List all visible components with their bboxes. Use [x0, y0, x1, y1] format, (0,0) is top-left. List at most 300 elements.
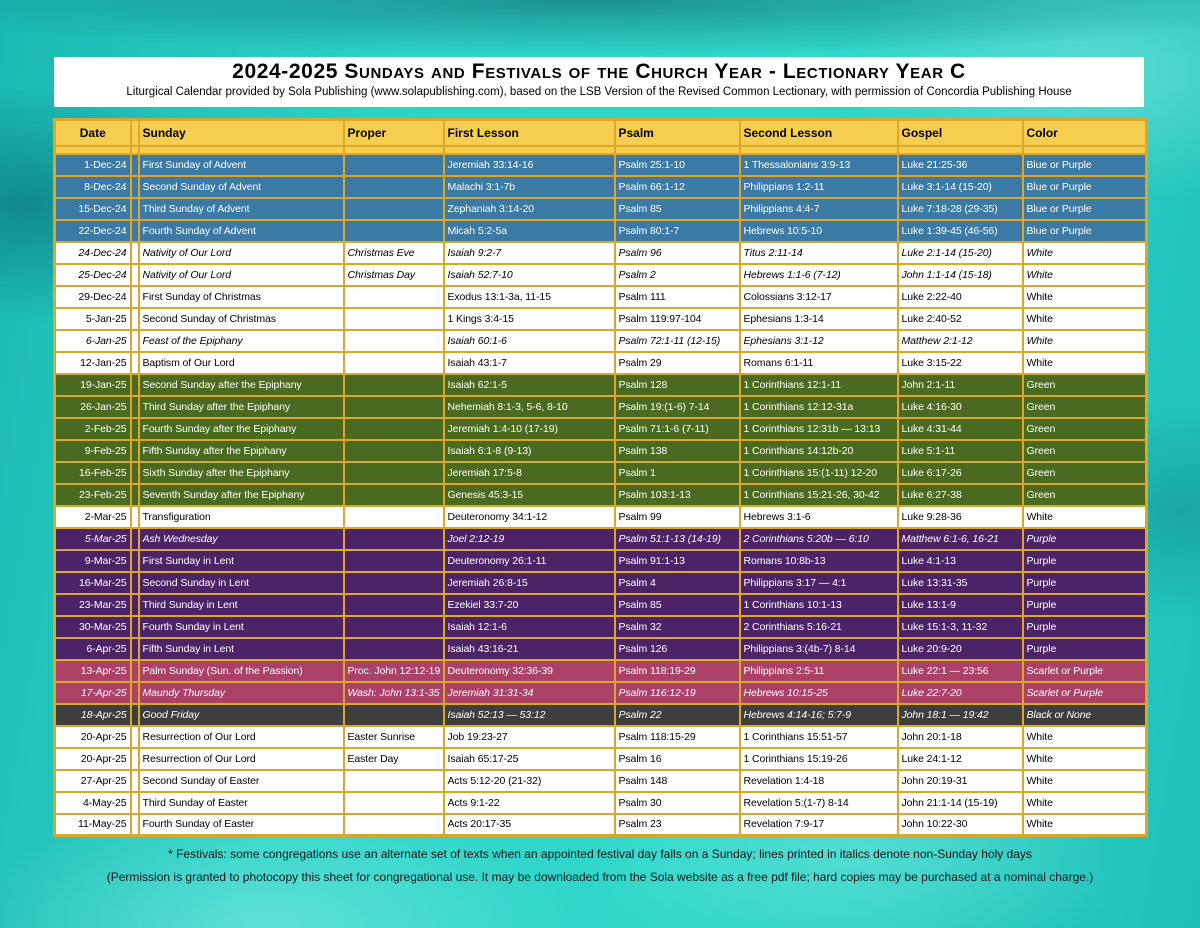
spacer-cell — [740, 146, 898, 154]
cell-sunday: Palm Sunday (Sun. of the Passion) — [139, 660, 344, 682]
spacer-cell — [444, 146, 615, 154]
cell-color: Black or None — [1023, 704, 1147, 726]
cell-color: White — [1023, 308, 1147, 330]
cell-spacer — [131, 352, 139, 374]
cell-first-lesson: Isaiah 43:16-21 — [444, 638, 615, 660]
cell-gospel: Luke 1:39-45 (46-56) — [898, 220, 1023, 242]
cell-spacer — [131, 462, 139, 484]
cell-sunday: Second Sunday after the Epiphany — [139, 374, 344, 396]
cell-proper: Proc. John 12:12-19 — [344, 660, 444, 682]
cell-second-lesson: Revelation 7:9-17 — [740, 814, 898, 836]
cell-sunday: Third Sunday in Lent — [139, 594, 344, 616]
cell-date: 12-Jan-25 — [55, 352, 131, 374]
cell-color: White — [1023, 506, 1147, 528]
cell-date: 16-Mar-25 — [55, 572, 131, 594]
table-row — [55, 814, 1147, 836]
cell-first-lesson: Nehemiah 8:1-3, 5-6, 8-10 — [444, 396, 615, 418]
cell-first-lesson: Deuteronomy 26:1-11 — [444, 550, 615, 572]
cell-date: 6-Apr-25 — [55, 638, 131, 660]
cell-sunday: Seventh Sunday after the Epiphany — [139, 484, 344, 506]
cell-spacer — [131, 330, 139, 352]
cell-gospel: John 20:1-18 — [898, 726, 1023, 748]
cell-first-lesson: Isaiah 9:2-7 — [444, 242, 615, 264]
cell-spacer — [131, 770, 139, 792]
cell-spacer — [131, 748, 139, 770]
table-row — [55, 616, 1147, 638]
cell-psalm: Psalm 32 — [615, 616, 740, 638]
cell-psalm: Psalm 148 — [615, 770, 740, 792]
cell-color: Green — [1023, 418, 1147, 440]
cell-first-lesson: Isaiah 62:1-5 — [444, 374, 615, 396]
cell-spacer — [131, 792, 139, 814]
cell-color: White — [1023, 330, 1147, 352]
table-row — [55, 308, 1147, 330]
cell-second-lesson: 1 Corinthians 14:12b-20 — [740, 440, 898, 462]
cell-date: 29-Dec-24 — [55, 286, 131, 308]
cell-spacer — [131, 264, 139, 286]
cell-proper — [344, 176, 444, 198]
table-row — [55, 462, 1147, 484]
cell-gospel: John 20:19-31 — [898, 770, 1023, 792]
column-header-date: Date — [55, 120, 131, 146]
cell-sunday: Second Sunday of Advent — [139, 176, 344, 198]
cell-second-lesson: Philippians 4:4-7 — [740, 198, 898, 220]
cell-proper — [344, 220, 444, 242]
cell-first-lesson: 1 Kings 3:4-15 — [444, 308, 615, 330]
cell-spacer — [131, 726, 139, 748]
cell-first-lesson: Jeremiah 26:8-15 — [444, 572, 615, 594]
cell-gospel: Luke 2:1-14 (15-20) — [898, 242, 1023, 264]
cell-psalm: Psalm 66:1-12 — [615, 176, 740, 198]
cell-first-lesson: Jeremiah 17:5-8 — [444, 462, 615, 484]
cell-psalm: Psalm 128 — [615, 374, 740, 396]
cell-spacer — [131, 528, 139, 550]
cell-first-lesson: Ezekiel 33:7-20 — [444, 594, 615, 616]
cell-psalm: Psalm 80:1-7 — [615, 220, 740, 242]
cell-gospel: Luke 13:1-9 — [898, 594, 1023, 616]
cell-color: Purple — [1023, 572, 1147, 594]
cell-color: Purple — [1023, 550, 1147, 572]
table-row — [55, 704, 1147, 726]
cell-first-lesson: Joel 2:12-19 — [444, 528, 615, 550]
header-row — [55, 120, 1147, 146]
cell-sunday: Fourth Sunday of Advent — [139, 220, 344, 242]
cell-psalm: Psalm 118:15-29 — [615, 726, 740, 748]
table-header-row — [55, 120, 1147, 154]
page-title: 2024-2025 Sundays and Festivals of the Church Year - Lectionary Year C — [232, 60, 966, 83]
cell-second-lesson: Romans 10:8b-13 — [740, 550, 898, 572]
cell-date: 27-Apr-25 — [55, 770, 131, 792]
column-header-color: Color — [1023, 120, 1147, 146]
cell-gospel: John 1:1-14 (15-18) — [898, 264, 1023, 286]
table-row — [55, 682, 1147, 704]
cell-proper — [344, 286, 444, 308]
cell-psalm: Psalm 116:12-19 — [615, 682, 740, 704]
cell-second-lesson: Philippians 3:(4b-7) 8-14 — [740, 638, 898, 660]
cell-gospel: Luke 4:16-30 — [898, 396, 1023, 418]
cell-proper — [344, 616, 444, 638]
cell-date: 1-Dec-24 — [55, 154, 131, 176]
cell-spacer — [131, 308, 139, 330]
cell-psalm: Psalm 138 — [615, 440, 740, 462]
cell-color: Blue or Purple — [1023, 176, 1147, 198]
cell-gospel: Luke 7:18-28 (29-35) — [898, 198, 1023, 220]
cell-gospel: Luke 15:1-3, 11-32 — [898, 616, 1023, 638]
cell-proper — [344, 770, 444, 792]
cell-color: White — [1023, 814, 1147, 836]
cell-proper: Wash: John 13:1-35 — [344, 682, 444, 704]
table-row — [55, 198, 1147, 220]
cell-first-lesson: Isaiah 12:1-6 — [444, 616, 615, 638]
cell-sunday: Good Friday — [139, 704, 344, 726]
cell-second-lesson: Hebrews 10:15-25 — [740, 682, 898, 704]
cell-spacer — [131, 242, 139, 264]
table-row — [55, 638, 1147, 660]
cell-sunday: Second Sunday in Lent — [139, 572, 344, 594]
cell-proper — [344, 792, 444, 814]
cell-second-lesson: 1 Thessalonians 3:9-13 — [740, 154, 898, 176]
spacer-cell — [139, 146, 344, 154]
cell-proper — [344, 704, 444, 726]
cell-psalm: Psalm 71:1-6 (7-11) — [615, 418, 740, 440]
table-row — [55, 484, 1147, 506]
cell-date: 26-Jan-25 — [55, 396, 131, 418]
cell-date: 23-Feb-25 — [55, 484, 131, 506]
title-box — [54, 57, 1144, 107]
cell-color: White — [1023, 352, 1147, 374]
cell-psalm: Psalm 25:1-10 — [615, 154, 740, 176]
cell-psalm: Psalm 99 — [615, 506, 740, 528]
cell-proper — [344, 198, 444, 220]
cell-spacer — [131, 704, 139, 726]
cell-second-lesson: Titus 2:11-14 — [740, 242, 898, 264]
cell-second-lesson: Hebrews 1:1-6 (7-12) — [740, 264, 898, 286]
cell-date: 20-Apr-25 — [55, 748, 131, 770]
cell-second-lesson: Ephesians 1:3-14 — [740, 308, 898, 330]
cell-psalm: Psalm 1 — [615, 462, 740, 484]
cell-spacer — [131, 682, 139, 704]
cell-first-lesson: Isaiah 43:1-7 — [444, 352, 615, 374]
cell-gospel: Luke 20:9-20 — [898, 638, 1023, 660]
cell-date: 15-Dec-24 — [55, 198, 131, 220]
cell-color: Green — [1023, 484, 1147, 506]
cell-gospel: John 21:1-14 (15-19) — [898, 792, 1023, 814]
cell-first-lesson: Isaiah 60:1-6 — [444, 330, 615, 352]
cell-sunday: Fourth Sunday after the Epiphany — [139, 418, 344, 440]
column-header-spacer — [131, 120, 139, 146]
column-header-first_lesson: First Lesson — [444, 120, 615, 146]
cell-proper — [344, 330, 444, 352]
cell-second-lesson: Revelation 5:(1-7) 8-14 — [740, 792, 898, 814]
cell-first-lesson: Acts 5:12-20 (21-32) — [444, 770, 615, 792]
cell-psalm: Psalm 4 — [615, 572, 740, 594]
cell-sunday: Nativity of Our Lord — [139, 242, 344, 264]
cell-sunday: Resurrection of Our Lord — [139, 726, 344, 748]
cell-proper — [344, 528, 444, 550]
table-body — [55, 154, 1147, 836]
cell-second-lesson: Revelation 1:4-18 — [740, 770, 898, 792]
cell-psalm: Psalm 72:1-11 (12-15) — [615, 330, 740, 352]
cell-first-lesson: Exodus 13:1-3a, 11-15 — [444, 286, 615, 308]
footer-notes — [0, 846, 1200, 885]
cell-first-lesson: Malachi 3:1-7b — [444, 176, 615, 198]
table-row — [55, 264, 1147, 286]
cell-gospel: Matthew 2:1-12 — [898, 330, 1023, 352]
cell-proper — [344, 374, 444, 396]
cell-color: White — [1023, 264, 1147, 286]
cell-color: White — [1023, 748, 1147, 770]
cell-spacer — [131, 418, 139, 440]
cell-spacer — [131, 616, 139, 638]
cell-proper — [344, 462, 444, 484]
cell-first-lesson: Acts 9:1-22 — [444, 792, 615, 814]
cell-proper — [344, 308, 444, 330]
table-row — [55, 374, 1147, 396]
cell-psalm: Psalm 85 — [615, 594, 740, 616]
cell-date: 19-Jan-25 — [55, 374, 131, 396]
cell-sunday: Second Sunday of Christmas — [139, 308, 344, 330]
cell-proper — [344, 594, 444, 616]
cell-second-lesson: Hebrews 4:14-16; 5:7-9 — [740, 704, 898, 726]
cell-gospel: John 2:1-11 — [898, 374, 1023, 396]
cell-gospel: Luke 13:31-35 — [898, 572, 1023, 594]
cell-spacer — [131, 550, 139, 572]
cell-gospel: John 18:1 — 19:42 — [898, 704, 1023, 726]
calendar-table — [53, 118, 1148, 837]
cell-proper: Christmas Eve — [344, 242, 444, 264]
cell-first-lesson: Acts 20:17-35 — [444, 814, 615, 836]
cell-color: Green — [1023, 462, 1147, 484]
cell-second-lesson: 1 Corinthians 12:1-11 — [740, 374, 898, 396]
cell-second-lesson: Philippians 3:17 — 4:1 — [740, 572, 898, 594]
cell-second-lesson: Philippians 2:5-11 — [740, 660, 898, 682]
cell-gospel: Luke 4:1-13 — [898, 550, 1023, 572]
table-row — [55, 242, 1147, 264]
cell-color: Blue or Purple — [1023, 154, 1147, 176]
table-row — [55, 352, 1147, 374]
cell-psalm: Psalm 22 — [615, 704, 740, 726]
column-header-second_lesson: Second Lesson — [740, 120, 898, 146]
cell-gospel: Luke 3:1-14 (15-20) — [898, 176, 1023, 198]
cell-sunday: Sixth Sunday after the Epiphany — [139, 462, 344, 484]
table-row — [55, 286, 1147, 308]
cell-date: 9-Mar-25 — [55, 550, 131, 572]
cell-gospel: Luke 22:1 — 23:56 — [898, 660, 1023, 682]
cell-proper — [344, 484, 444, 506]
cell-date: 22-Dec-24 — [55, 220, 131, 242]
cell-proper — [344, 550, 444, 572]
cell-spacer — [131, 154, 139, 176]
cell-spacer — [131, 176, 139, 198]
footnote-festivals: * Festivals: some congregations use an alternate set of texts when an appointed festival day falls on a Sunday; lines printed in italics denote non-Sunday holy days — [168, 847, 1032, 861]
cell-second-lesson: 1 Corinthians 10:1-13 — [740, 594, 898, 616]
spacer-cell — [344, 146, 444, 154]
spacer-cell — [898, 146, 1023, 154]
cell-color: White — [1023, 726, 1147, 748]
cell-color: Purple — [1023, 616, 1147, 638]
cell-date: 2-Feb-25 — [55, 418, 131, 440]
cell-gospel: Luke 6:17-26 — [898, 462, 1023, 484]
cell-date: 4-May-25 — [55, 792, 131, 814]
cell-spacer — [131, 484, 139, 506]
table-row — [55, 550, 1147, 572]
cell-second-lesson: Hebrews 3:1-6 — [740, 506, 898, 528]
cell-gospel: Luke 6:27-38 — [898, 484, 1023, 506]
column-header-sunday: Sunday — [139, 120, 344, 146]
cell-proper — [344, 638, 444, 660]
spacer-cell — [1023, 146, 1147, 154]
cell-date: 2-Mar-25 — [55, 506, 131, 528]
spacer-cell — [615, 146, 740, 154]
cell-gospel: Luke 24:1-12 — [898, 748, 1023, 770]
cell-second-lesson: 2 Corinthians 5:16-21 — [740, 616, 898, 638]
table-row — [55, 770, 1147, 792]
cell-first-lesson: Job 19:23-27 — [444, 726, 615, 748]
cell-date: 30-Mar-25 — [55, 616, 131, 638]
spacer-cell — [131, 146, 139, 154]
cell-proper: Easter Sunrise — [344, 726, 444, 748]
cell-psalm: Psalm 51:1-13 (14-19) — [615, 528, 740, 550]
cell-sunday: Maundy Thursday — [139, 682, 344, 704]
cell-sunday: Resurrection of Our Lord — [139, 748, 344, 770]
cell-second-lesson: 1 Corinthians 15:(1-11) 12-20 — [740, 462, 898, 484]
cell-gospel: Luke 2:22-40 — [898, 286, 1023, 308]
cell-proper — [344, 154, 444, 176]
table-row — [55, 220, 1147, 242]
cell-sunday: Fifth Sunday in Lent — [139, 638, 344, 660]
cell-proper: Christmas Day — [344, 264, 444, 286]
cell-proper — [344, 396, 444, 418]
cell-second-lesson: Philippians 1:2-11 — [740, 176, 898, 198]
cell-sunday: Second Sunday of Easter — [139, 770, 344, 792]
cell-sunday: Third Sunday of Easter — [139, 792, 344, 814]
cell-gospel: Luke 2:40-52 — [898, 308, 1023, 330]
cell-sunday: Feast of the Epiphany — [139, 330, 344, 352]
cell-color: White — [1023, 242, 1147, 264]
cell-first-lesson: Isaiah 65:17-25 — [444, 748, 615, 770]
cell-spacer — [131, 374, 139, 396]
cell-second-lesson: 1 Corinthians 15:21-26, 30-42 — [740, 484, 898, 506]
cell-sunday: Fourth Sunday of Easter — [139, 814, 344, 836]
cell-psalm: Psalm 91:1-13 — [615, 550, 740, 572]
cell-sunday: First Sunday of Advent — [139, 154, 344, 176]
cell-second-lesson: 1 Corinthians 12:12-31a — [740, 396, 898, 418]
cell-gospel: Luke 4:31-44 — [898, 418, 1023, 440]
cell-first-lesson: Jeremiah 33:14-16 — [444, 154, 615, 176]
cell-gospel: Luke 9:28-36 — [898, 506, 1023, 528]
cell-first-lesson: Isaiah 6:1-8 (9-13) — [444, 440, 615, 462]
spacer-cell — [55, 146, 131, 154]
table-row — [55, 594, 1147, 616]
table-row — [55, 154, 1147, 176]
cell-spacer — [131, 594, 139, 616]
cell-date: 5-Mar-25 — [55, 528, 131, 550]
cell-psalm: Psalm 126 — [615, 638, 740, 660]
cell-sunday: Third Sunday after the Epiphany — [139, 396, 344, 418]
cell-gospel: Luke 21:25-36 — [898, 154, 1023, 176]
table-row — [55, 176, 1147, 198]
cell-color: White — [1023, 286, 1147, 308]
cell-color: White — [1023, 792, 1147, 814]
cell-gospel: Luke 5:1-11 — [898, 440, 1023, 462]
cell-sunday: Third Sunday of Advent — [139, 198, 344, 220]
cell-first-lesson: Isaiah 52:7-10 — [444, 264, 615, 286]
cell-color: Purple — [1023, 528, 1147, 550]
cell-second-lesson: Hebrews 10:5-10 — [740, 220, 898, 242]
cell-second-lesson: Colossians 3:12-17 — [740, 286, 898, 308]
table-row — [55, 748, 1147, 770]
table-row — [55, 418, 1147, 440]
cell-color: Purple — [1023, 594, 1147, 616]
column-header-proper: Proper — [344, 120, 444, 146]
cell-spacer — [131, 220, 139, 242]
table-row — [55, 396, 1147, 418]
cell-gospel: Luke 3:15-22 — [898, 352, 1023, 374]
cell-psalm: Psalm 96 — [615, 242, 740, 264]
cell-second-lesson: 2 Corinthians 5:20b — 6:10 — [740, 528, 898, 550]
cell-spacer — [131, 814, 139, 836]
cell-proper: Easter Day — [344, 748, 444, 770]
cell-first-lesson: Deuteronomy 34:1-12 — [444, 506, 615, 528]
column-header-psalm: Psalm — [615, 120, 740, 146]
cell-psalm: Psalm 19:(1-6) 7-14 — [615, 396, 740, 418]
cell-date: 16-Feb-25 — [55, 462, 131, 484]
cell-psalm: Psalm 23 — [615, 814, 740, 836]
cell-color: Green — [1023, 374, 1147, 396]
cell-color: Scarlet or Purple — [1023, 682, 1147, 704]
cell-spacer — [131, 440, 139, 462]
cell-first-lesson: Genesis 45:3-15 — [444, 484, 615, 506]
cell-sunday: Transfiguration — [139, 506, 344, 528]
cell-gospel: Luke 22:7-20 — [898, 682, 1023, 704]
cell-first-lesson: Micah 5:2-5a — [444, 220, 615, 242]
cell-spacer — [131, 198, 139, 220]
cell-date: 25-Dec-24 — [55, 264, 131, 286]
cell-date: 18-Apr-25 — [55, 704, 131, 726]
cell-second-lesson: 1 Corinthians 15:19-26 — [740, 748, 898, 770]
cell-proper — [344, 352, 444, 374]
table-row — [55, 572, 1147, 594]
cell-gospel: John 10:22-30 — [898, 814, 1023, 836]
cell-gospel: Matthew 6:1-6, 16-21 — [898, 528, 1023, 550]
cell-date: 9-Feb-25 — [55, 440, 131, 462]
table-row — [55, 660, 1147, 682]
cell-psalm: Psalm 85 — [615, 198, 740, 220]
cell-psalm: Psalm 111 — [615, 286, 740, 308]
cell-sunday: Baptism of Our Lord — [139, 352, 344, 374]
cell-color: Green — [1023, 440, 1147, 462]
cell-psalm: Psalm 2 — [615, 264, 740, 286]
cell-spacer — [131, 638, 139, 660]
cell-psalm: Psalm 103:1-13 — [615, 484, 740, 506]
cell-sunday: Fourth Sunday in Lent — [139, 616, 344, 638]
cell-date: 23-Mar-25 — [55, 594, 131, 616]
cell-proper — [344, 814, 444, 836]
cell-proper — [344, 418, 444, 440]
table-row — [55, 792, 1147, 814]
cell-spacer — [131, 286, 139, 308]
cell-psalm: Psalm 16 — [615, 748, 740, 770]
cell-sunday: First Sunday of Christmas — [139, 286, 344, 308]
cell-proper — [344, 572, 444, 594]
table-row — [55, 440, 1147, 462]
cell-proper — [344, 506, 444, 528]
cell-sunday: Nativity of Our Lord — [139, 264, 344, 286]
cell-spacer — [131, 506, 139, 528]
cell-color: Green — [1023, 396, 1147, 418]
cell-date: 24-Dec-24 — [55, 242, 131, 264]
cell-second-lesson: Ephesians 3:1-12 — [740, 330, 898, 352]
